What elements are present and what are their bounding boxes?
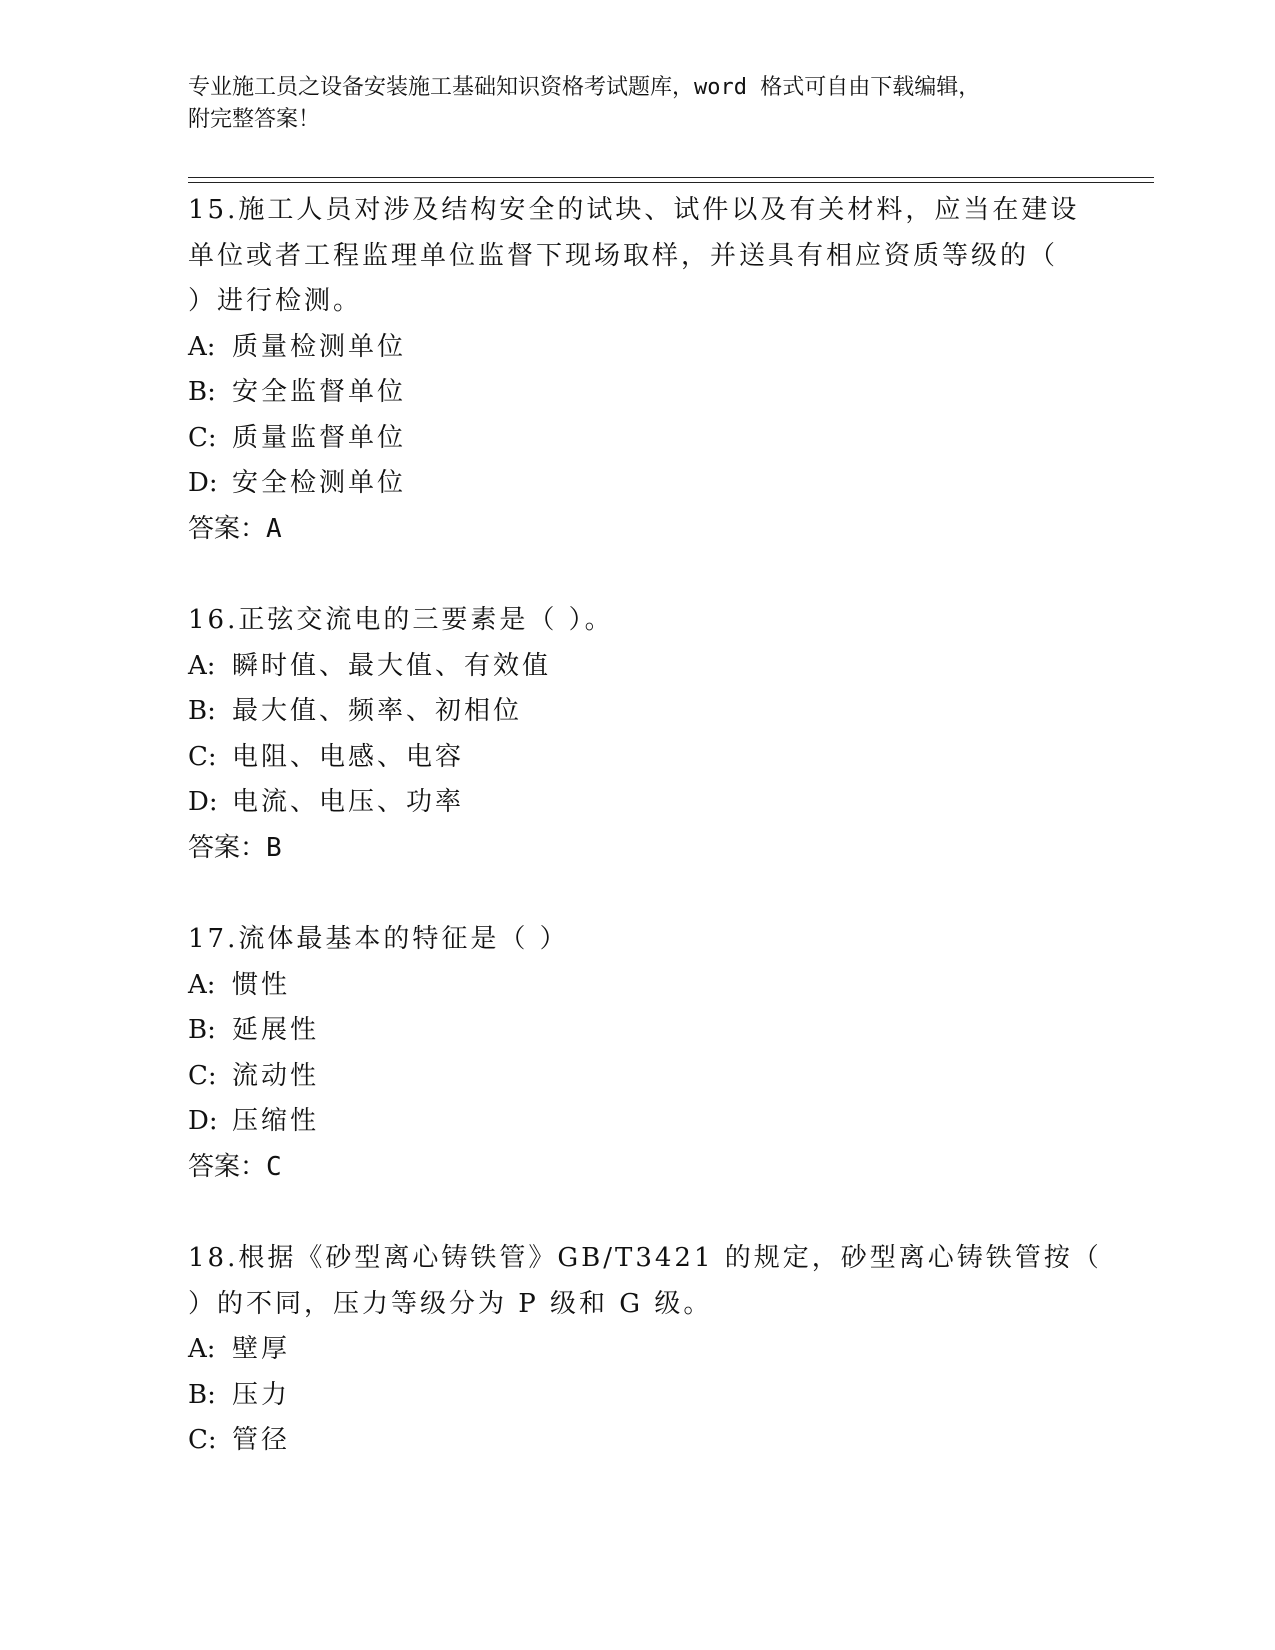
option-letter: D: — [188, 787, 218, 817]
option-letter: B: — [188, 1015, 216, 1045]
option-a — [188, 325, 1108, 371]
answer-line: 答案：A — [188, 513, 282, 544]
option-b — [188, 370, 1108, 416]
option-letter: B: — [188, 377, 216, 407]
option-text: 最大值、频率、初相位 — [232, 696, 523, 726]
question-stem-line: ）的不同，压力等级分为 P 级和 G 级。 — [188, 1288, 713, 1319]
question-stem-line: 单位或者工程监理单位监督下现场取样，并送具有相应资质等级的（ — [188, 240, 1059, 271]
option-text: 壁厚 — [232, 1334, 291, 1364]
option-text: 惯性 — [232, 969, 291, 1000]
header-divider-top — [188, 177, 1154, 178]
option-a — [188, 644, 1108, 690]
question-18 — [188, 1236, 1108, 1464]
question-stem-line: ）进行检测。 — [188, 286, 363, 316]
option-letter: A: — [188, 969, 216, 1000]
option-text: 安全监督单位 — [232, 377, 407, 407]
option-text: 流动性 — [232, 1060, 320, 1091]
option-letter: B: — [188, 1379, 216, 1410]
option-c — [188, 735, 1108, 781]
option-b — [188, 1008, 1108, 1054]
document-header — [188, 72, 1088, 136]
option-text: 压缩性 — [232, 1106, 320, 1136]
question-list — [188, 188, 1108, 1464]
option-letter: C: — [188, 741, 217, 772]
option-c — [188, 416, 1108, 462]
option-letter: C: — [188, 422, 217, 453]
question-stem-line: 18.根据《砂型离心铸铁管》GB/T3421 的规定，砂型离心铸铁管按（ — [188, 1243, 1102, 1273]
option-letter: D: — [188, 1106, 218, 1136]
answer-line: 答案：C — [188, 1151, 282, 1182]
option-text: 管径 — [232, 1425, 291, 1455]
option-text: 电阻、电感、电容 — [232, 741, 465, 772]
header-divider-bottom — [188, 182, 1154, 183]
header-line-1: 专业施工员之设备安装施工基础知识资格考试题库，word 格式可自由下载编辑， — [188, 75, 981, 100]
option-a — [188, 1327, 1108, 1373]
option-c — [188, 1418, 1108, 1464]
option-text: 质量监督单位 — [232, 422, 407, 453]
answer-line: 答案：B — [188, 832, 282, 863]
option-letter: A: — [188, 650, 216, 681]
question-17 — [188, 917, 1108, 1190]
option-text: 电流、电压、功率 — [232, 787, 465, 817]
option-letter: A: — [188, 331, 216, 362]
question-stem-line: 16.正弦交流电的三要素是（ ）。 — [188, 605, 614, 635]
question-stem-line: 15.施工人员对涉及结构安全的试块、试件以及有关材料，应当在建设 — [188, 195, 1080, 225]
option-d — [188, 780, 1108, 826]
header-line-2: 附完整答案！ — [188, 107, 321, 132]
option-letter: A: — [188, 1334, 216, 1364]
option-letter: C: — [188, 1425, 217, 1455]
question-15 — [188, 188, 1108, 552]
option-text: 延展性 — [232, 1015, 320, 1045]
option-letter: B: — [188, 696, 216, 726]
option-text: 安全检测单位 — [232, 468, 407, 498]
option-letter: C: — [188, 1060, 217, 1091]
option-text: 瞬时值、最大值、有效值 — [232, 650, 552, 681]
option-d — [188, 461, 1108, 507]
option-c — [188, 1054, 1108, 1100]
option-b — [188, 1373, 1108, 1419]
option-d — [188, 1099, 1108, 1145]
option-letter: D: — [188, 468, 218, 498]
question-16 — [188, 598, 1108, 871]
option-b — [188, 689, 1108, 735]
question-stem-line: 17.流体最基本的特征是（ ） — [188, 924, 569, 954]
option-a — [188, 963, 1108, 1009]
option-text: 质量检测单位 — [232, 331, 407, 362]
option-text: 压力 — [232, 1379, 291, 1410]
